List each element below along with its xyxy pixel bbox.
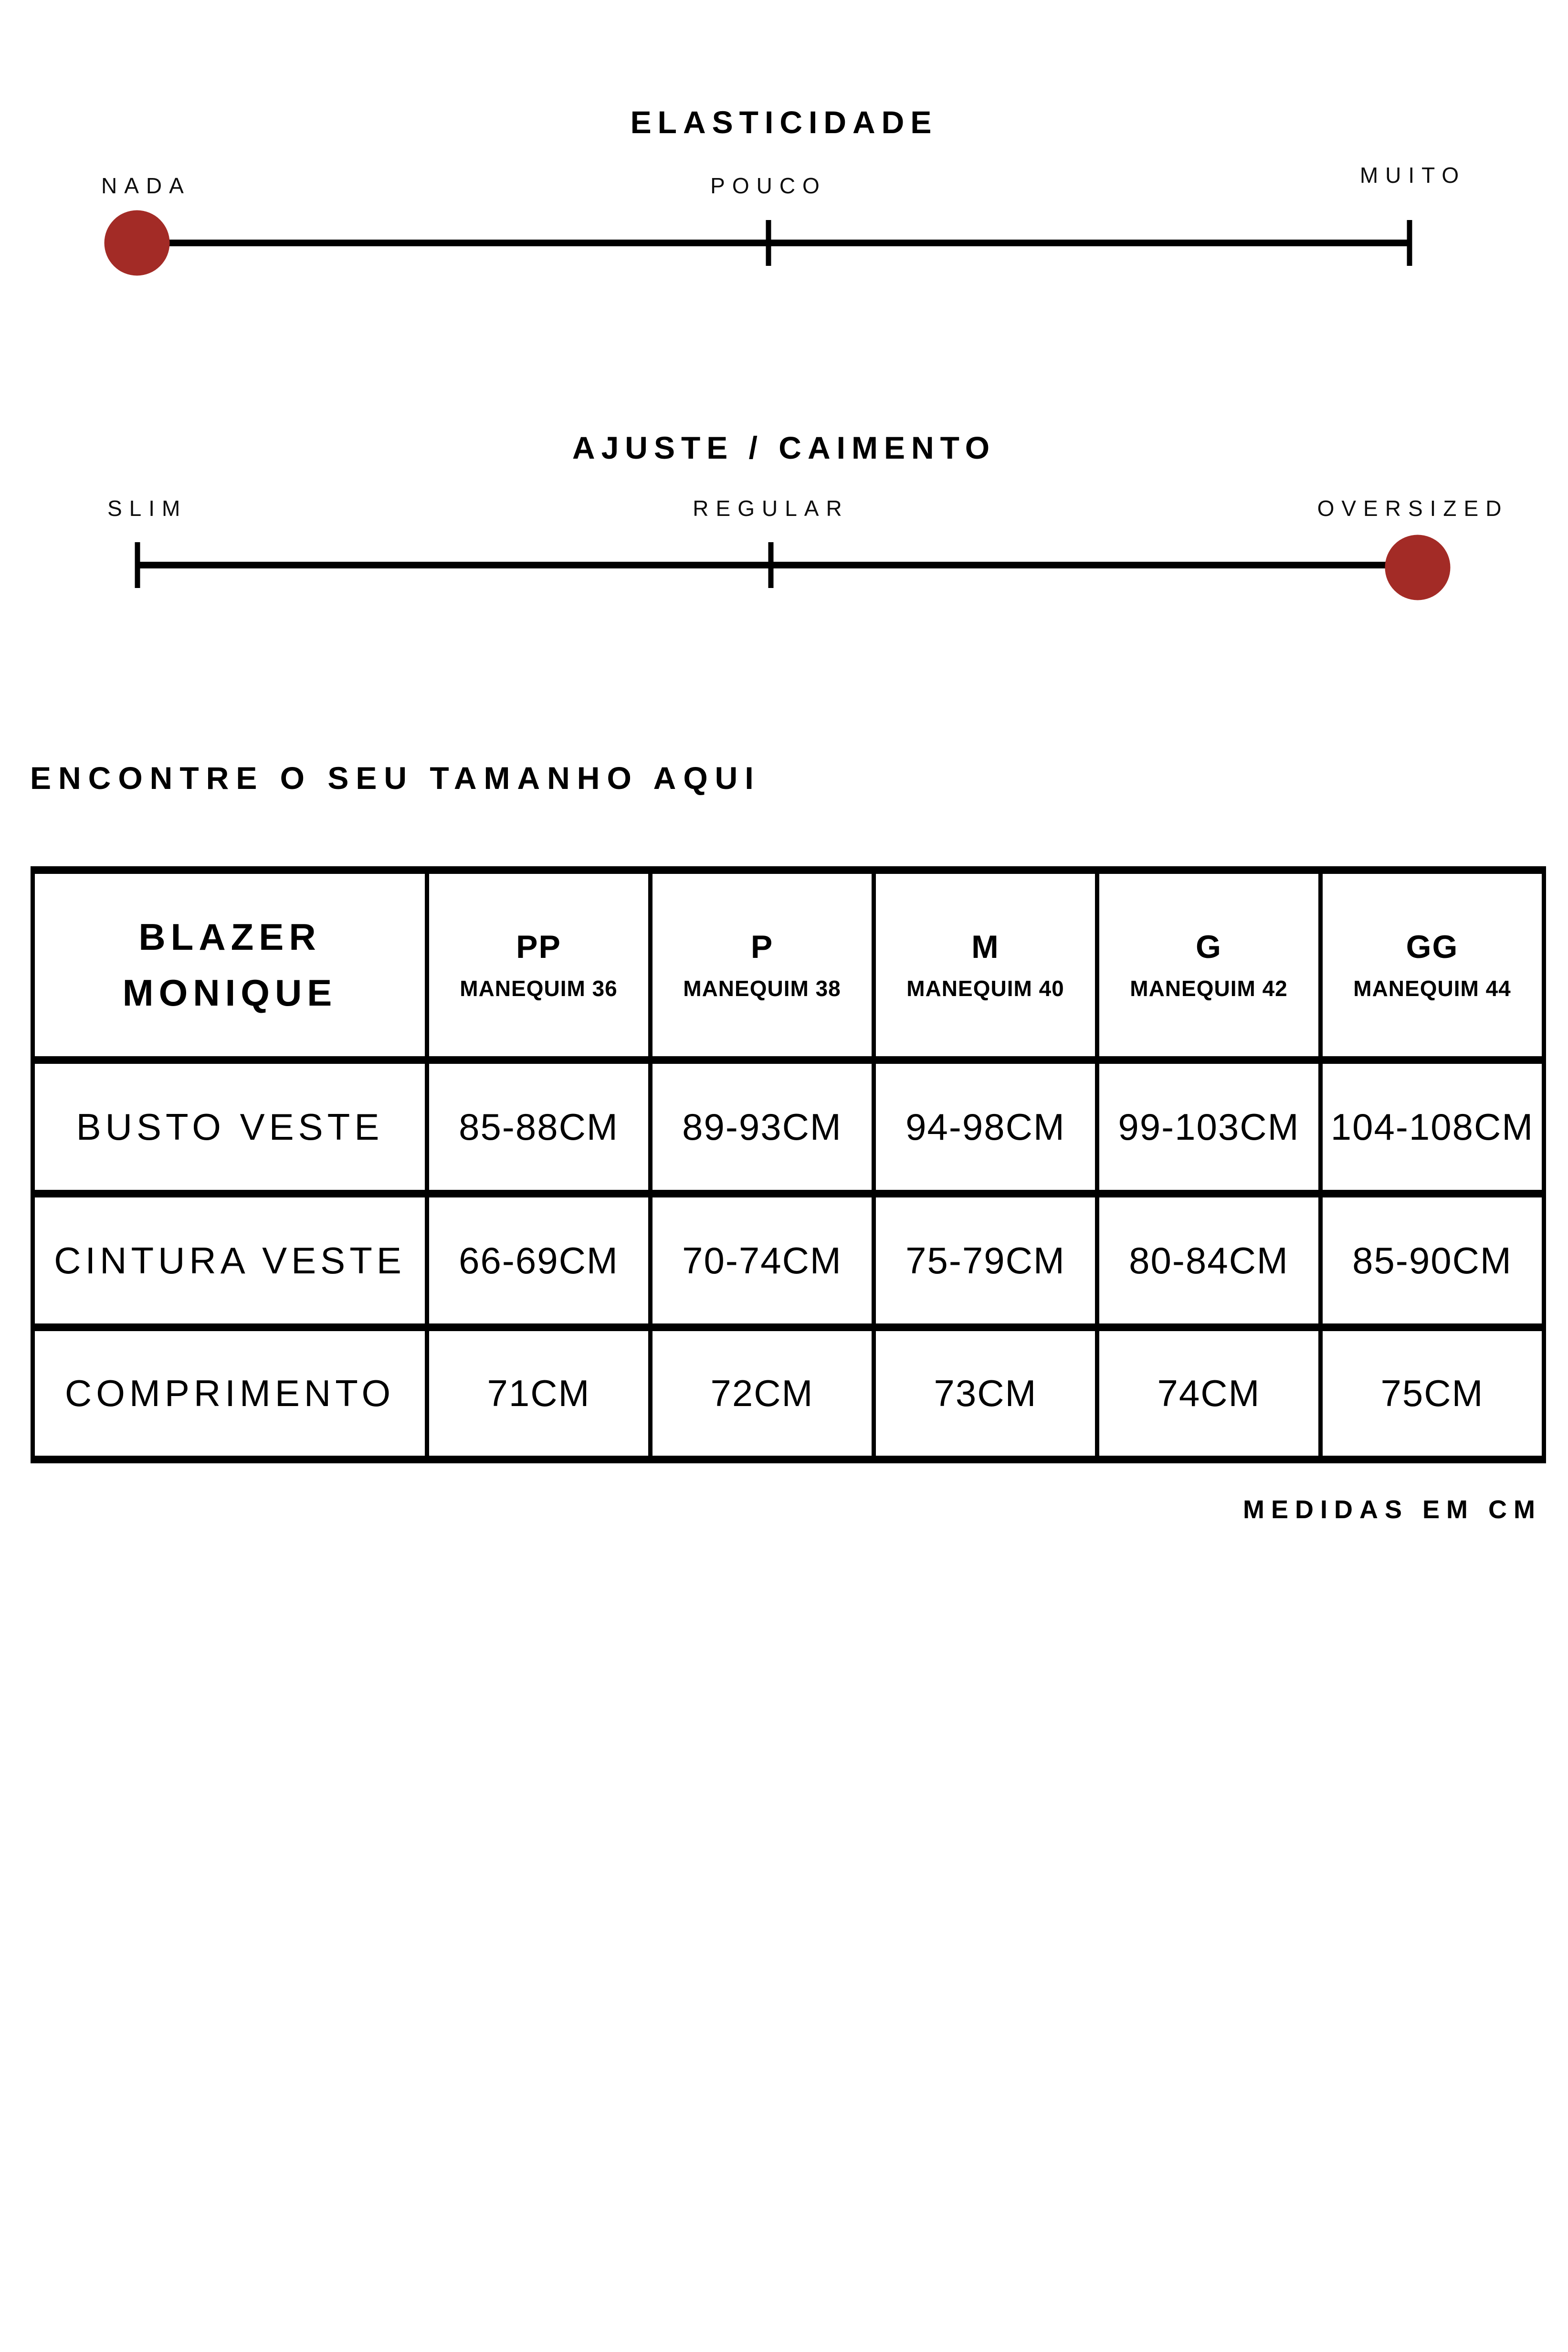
mannequin-label: MANEQUIM 40: [906, 976, 1064, 1001]
size-header-p: [651, 870, 874, 1060]
size-header-m: [874, 870, 1097, 1060]
product-name-line2: MONIQUE: [122, 972, 337, 1014]
size-guide-heading: ENCONTRE O SEU TAMANHO AQUI: [30, 760, 761, 796]
size-value-cell: [651, 1194, 874, 1327]
measurement-value: 99-103CM: [1118, 1105, 1300, 1148]
elasticity-tick-end: [1407, 220, 1412, 266]
measurement-value: 75CM: [1380, 1372, 1484, 1414]
size-value-cell: [427, 1060, 651, 1194]
measurement-value: 73CM: [934, 1372, 1037, 1414]
size-header-pp: [427, 870, 651, 1060]
elasticity-label-pouco: POUCO: [710, 173, 827, 198]
measurement-value: 89-93CM: [682, 1105, 842, 1148]
size-header-g: [1097, 870, 1321, 1060]
row-label-cell: [33, 1327, 427, 1460]
size-table: [31, 866, 1546, 1463]
mannequin-label: MANEQUIM 42: [1130, 976, 1288, 1001]
size-code: M: [971, 929, 1000, 965]
measurement-value: 74CM: [1157, 1372, 1261, 1414]
row-label: COMPRIMENTO: [64, 1372, 395, 1414]
size-value-cell: [1321, 1060, 1544, 1194]
measurement-value: 71CM: [487, 1372, 590, 1414]
measurement-value: 85-88CM: [459, 1105, 619, 1148]
size-value-cell: [1321, 1327, 1544, 1460]
size-code: P: [750, 929, 774, 965]
elasticity-track: [137, 240, 1411, 246]
row-label: BUSTO VESTE: [76, 1105, 384, 1148]
product-name-line1: BLAZER: [138, 916, 321, 958]
elasticity-label-muito: MUITO: [1359, 163, 1466, 188]
measurement-value: 94-98CM: [905, 1105, 1065, 1148]
size-value-cell: [1321, 1194, 1544, 1327]
table-header-row: [33, 870, 1544, 1060]
size-value-cell: [874, 1194, 1097, 1327]
elasticity-title: ELASTICIDADE: [630, 105, 938, 140]
size-code: PP: [516, 929, 561, 965]
measurement-value: 104-108CM: [1330, 1105, 1534, 1148]
size-value-cell: [427, 1194, 651, 1327]
measurement-value: 75-79CM: [905, 1239, 1065, 1281]
table-row-cintura-veste: [33, 1194, 1544, 1327]
mannequin-label: MANEQUIM 38: [683, 976, 841, 1001]
elasticity-tick-middle: [766, 220, 771, 266]
size-value-cell: [874, 1327, 1097, 1460]
size-value-cell: [874, 1060, 1097, 1194]
measurement-value: 80-84CM: [1129, 1239, 1289, 1281]
fit-label-regular: REGULAR: [693, 496, 849, 521]
mannequin-label: MANEQUIM 44: [1353, 976, 1511, 1001]
size-value-cell: [427, 1327, 651, 1460]
fit-label-slim: SLIM: [107, 496, 188, 521]
size-value-cell: [651, 1060, 874, 1194]
size-header-gg: [1321, 870, 1544, 1060]
measurement-value: 72CM: [710, 1372, 814, 1414]
table-row-comprimento: [33, 1327, 1544, 1460]
row-label-cell: [33, 1060, 427, 1194]
fit-label-oversized: OVERSIZED: [1317, 496, 1509, 521]
table-row-busto-veste: [33, 1060, 1544, 1194]
fit-tick-start: [135, 542, 140, 588]
fit-thumb-dot: [1385, 535, 1451, 600]
elasticity-thumb-dot: [105, 210, 170, 276]
measurement-value: 70-74CM: [682, 1239, 842, 1281]
elasticity-label-nada: NADA: [101, 173, 191, 198]
mannequin-label: MANEQUIM 36: [460, 976, 618, 1001]
size-value-cell: [1097, 1194, 1321, 1327]
product-name-cell: [33, 870, 427, 1060]
measurement-value: 85-90CM: [1352, 1239, 1512, 1281]
row-label: CINTURA VESTE: [54, 1239, 406, 1281]
fit-title: AJUSTE / CAIMENTO: [572, 430, 996, 465]
size-value-cell: [1097, 1060, 1321, 1194]
row-label-cell: [33, 1194, 427, 1327]
measurements-footnote: MEDIDAS EM CM: [1243, 1495, 1542, 1524]
size-code: G: [1196, 929, 1222, 965]
size-code: GG: [1406, 929, 1459, 965]
measurement-value: 66-69CM: [459, 1239, 619, 1281]
fit-track: [137, 562, 1418, 568]
size-value-cell: [651, 1327, 874, 1460]
size-value-cell: [1097, 1327, 1321, 1460]
fit-tick-middle: [768, 542, 774, 588]
